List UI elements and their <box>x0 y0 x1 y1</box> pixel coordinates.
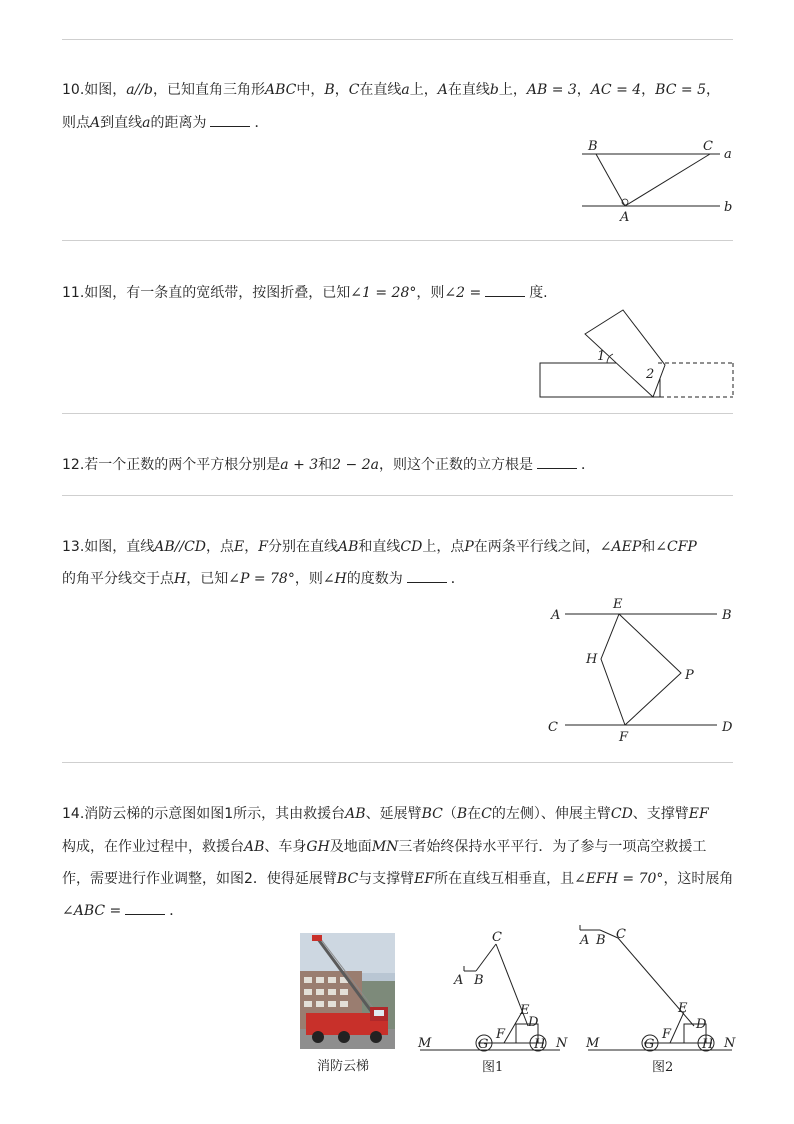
answer-blank[interactable] <box>210 114 250 127</box>
label-F: F <box>619 730 629 745</box>
label-E: E <box>520 1003 530 1018</box>
q14-line2: 构成，在作业过程中，救援台AB、车身GH及地面MN三者始终保持水平平行．为了参与一项高空救援工 <box>62 839 707 855</box>
label-G: G <box>644 1037 655 1052</box>
label-angle-1: 1 <box>597 349 606 364</box>
q14-figure-2 <box>582 920 740 1058</box>
separator-q10 <box>62 240 733 241</box>
label-P: P <box>685 668 694 683</box>
label-b: b <box>724 200 733 215</box>
fire-truck-photo <box>300 933 395 1049</box>
q13-line2: 的角平分线交于点H，已知∠P = 78°，则∠H的度数为 ． <box>62 571 465 587</box>
separator-q13 <box>62 762 733 763</box>
label-C: C <box>616 927 626 942</box>
answer-blank[interactable] <box>407 570 447 583</box>
separator-q12 <box>62 495 733 496</box>
label-B: B <box>596 933 606 948</box>
label-C: C <box>492 930 502 945</box>
label-C: C <box>703 139 713 154</box>
label-H: H <box>534 1037 546 1052</box>
label-D: D <box>528 1015 539 1030</box>
answer-blank[interactable] <box>485 284 525 297</box>
label-H: H <box>586 652 598 667</box>
label-B: B <box>588 139 598 154</box>
q11-figure <box>535 300 739 404</box>
label-B: B <box>474 973 484 988</box>
q10-line1: 10.如图，a//b，已知直角三角形ABC中，B，C在直线a上，A在直线b上，AB = 3，AC = 4，BC = 5， <box>62 82 720 98</box>
q12-line1: 12.若一个正数的两个平方根分别是a + 3和2 − 2a，则这个正数的立方根是 ． <box>62 457 595 473</box>
answer-blank[interactable] <box>125 902 165 915</box>
label-A: A <box>454 973 464 988</box>
separator-top <box>62 39 733 40</box>
q14-line4: ∠ABC = ． <box>62 903 184 919</box>
label-M: M <box>586 1036 600 1051</box>
caption-photo: 消防云梯 <box>317 1059 370 1074</box>
label-C: C <box>548 720 558 735</box>
label-G: G <box>478 1037 489 1052</box>
q10-line2: 则点A到直线a的距离为 ． <box>62 115 269 131</box>
label-A: A <box>620 210 630 225</box>
q13-line1: 13.如图，直线AB//CD，点E，F分别在直线AB和直线CD上，点P在两条平行线之间，∠AEP和∠CFP <box>62 539 697 555</box>
label-a: a <box>724 147 732 162</box>
caption-fig1: 图1 <box>482 1060 504 1075</box>
label-F: F <box>662 1027 672 1042</box>
label-D: D <box>722 720 733 735</box>
label-A: A <box>580 933 590 948</box>
label-N: N <box>556 1036 568 1051</box>
label-E: E <box>678 1001 688 1016</box>
q10-figure <box>570 135 740 230</box>
label-angle-2: 2 <box>646 367 655 382</box>
label-H: H <box>702 1037 714 1052</box>
label-N: N <box>724 1036 736 1051</box>
caption-fig2: 图2 <box>652 1060 674 1075</box>
label-B: B <box>722 608 732 623</box>
answer-blank[interactable] <box>537 456 577 469</box>
q11-line1: 11.如图，有一条直的宽纸带，按图折叠，已知∠1 = 28°，则∠2 = 度. <box>62 285 548 301</box>
label-E: E <box>613 597 623 612</box>
label-M: M <box>418 1036 432 1051</box>
q14-line1: 14.消防云梯的示意图如图1所示，其由救援台AB、延展臂BC（B在C的左侧）、伸展主臂CD、支撑臂EF <box>62 806 709 822</box>
label-D: D <box>696 1017 707 1032</box>
separator-q11 <box>62 413 733 414</box>
q13-figure <box>545 595 740 745</box>
label-F: F <box>496 1027 506 1042</box>
q14-figure-1 <box>412 928 572 1058</box>
q14-line3: 作，需要进行作业调整，如图2．使得延展臂BC与支撑臂EF所在直线互相垂直，且∠EFH = 70°，这时展角 <box>62 871 734 887</box>
label-A: A <box>551 608 561 623</box>
